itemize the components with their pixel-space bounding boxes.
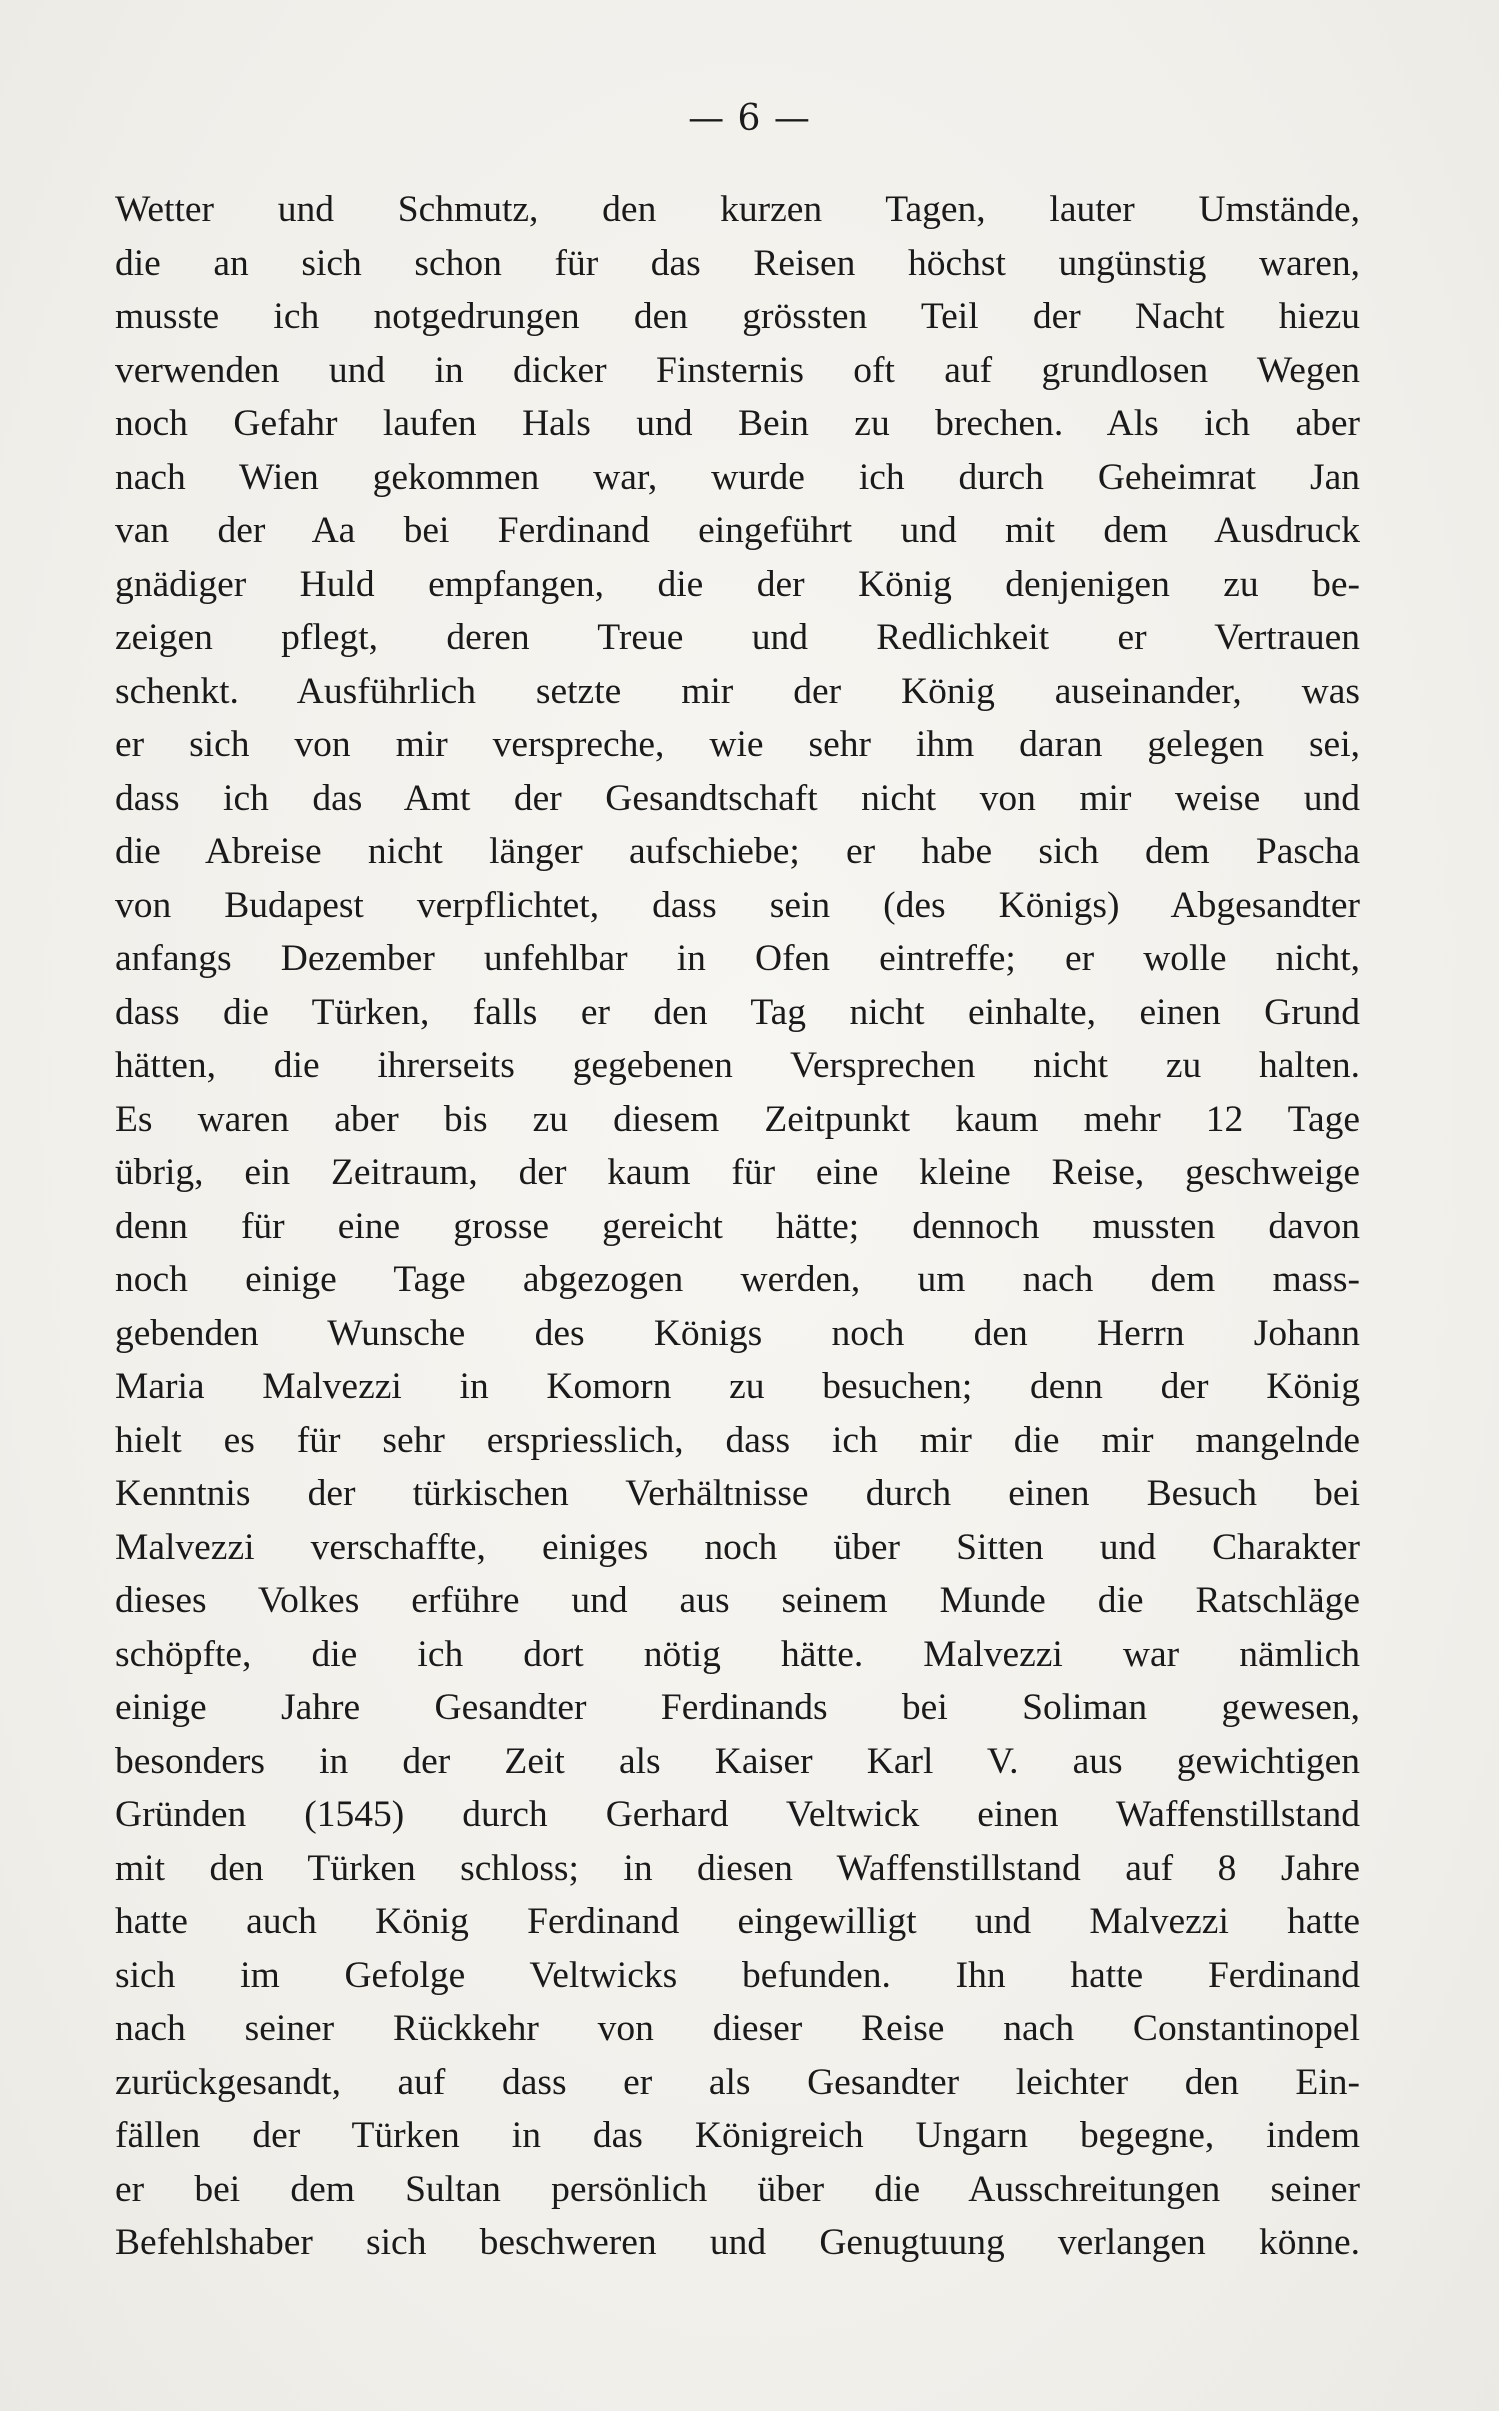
text-line: schöpfte, die ich dort nötig hätte. Malvezzi war nämlich [115,1633,1360,1675]
text-line: dass ich das Amt der Gesandtschaft nicht von mir weise und [115,777,1360,819]
text-line: besonders in der Zeit als Kaiser Karl V. aus gewichtigen [115,1740,1360,1782]
text-line: die an sich schon für das Reisen höchst ungünstig waren, [115,242,1360,284]
text-line: sich im Gefolge Veltwicks befunden. Ihn hatte Ferdinand [115,1954,1360,1996]
text-line: hielt es für sehr erspriesslich, dass ich mir die mir mangelnde [115,1419,1360,1461]
text-line: Es waren aber bis zu diesem Zeitpunkt kaum mehr 12 Tage [115,1098,1360,1140]
text-line: er bei dem Sultan persönlich über die Ausschreitungen seiner [115,2168,1360,2210]
text-line: anfangs Dezember unfehlbar in Ofen eintreffe; er wolle nicht, [115,938,1360,979]
text-line: fällen der Türken in das Königreich Ungarn begegne, indem [115,2115,1360,2156]
text-line: er sich von mir verspreche, wie sehr ihm daran gelegen sei, [115,724,1360,765]
text-line: gebenden Wunsche des Königs noch den Herrn Johann [115,1312,1360,1354]
text-line: schenkt. Ausführlich setzte mir der König auseinander, was [115,670,1360,712]
text-line: die Abreise nicht länger aufschiebe; er habe sich dem Pascha [115,831,1360,872]
text-line: hatte auch König Ferdinand eingewilligt und Malvezzi hatte [115,1901,1360,1942]
text-line: denn für eine grosse gereicht hätte; dennoch mussten davon [115,1205,1360,1247]
text-line: noch Gefahr laufen Hals und Bein zu brechen. Als ich aber [115,403,1360,444]
page-number: — 6 — [688,98,811,139]
text-line: einige Jahre Gesandter Ferdinands bei Soliman gewesen, [115,1687,1360,1728]
text-line: mit den Türken schloss; in diesen Waffenstillstand auf 8 Jahre [115,1847,1360,1889]
text-line: Kenntnis der türkischen Verhältnisse durch einen Besuch bei [115,1473,1360,1514]
text-line: Wetter und Schmutz, den kurzen Tagen, lauter Umstände, [115,189,1360,230]
text-line: zurückgesandt, auf dass er als Gesandter leichter den Ein- [115,2061,1360,2103]
text-line: dieses Volkes erführe und aus seinem Munde die Ratschläge [115,1580,1360,1621]
text-line: nach seiner Rückkehr von dieser Reise nach Constantinopel [115,2008,1360,2049]
text-line: hätten, die ihrerseits gegebenen Versprechen nicht zu halten. [115,1045,1360,1086]
text-line: von Budapest verpflichtet, dass sein (des Königs) Abgesandter [115,884,1360,926]
text-line: zeigen pflegt, deren Treue und Redlichkeit er Vertrauen [115,617,1360,658]
text-line: verwenden und in dicker Finsternis oft auf grundlosen Wegen [115,349,1360,391]
text-line: Maria Malvezzi in Komorn zu besuchen; denn der König [115,1366,1360,1407]
text-line: noch einige Tage abgezogen werden, um nach dem mass- [115,1259,1360,1300]
text-line: musste ich notgedrungen den grössten Teil der Nacht hiezu [115,296,1360,337]
text-line: gnädiger Huld empfangen, die der König denjenigen zu be- [115,563,1360,605]
text-line: Gründen (1545) durch Gerhard Veltwick einen Waffenstillstand [115,1794,1360,1835]
text-line: nach Wien gekommen war, wurde ich durch Geheimrat Jan [115,456,1360,498]
body-text [115,183,1360,2270]
text-line: Malvezzi verschaffte, einiges noch über Sitten und Charakter [115,1526,1360,1568]
text-line: übrig, ein Zeitraum, der kaum für eine kleine Reise, geschweige [115,1152,1360,1193]
text-line: Befehlshaber sich beschweren und Genugtuung verlangen könne. [115,2222,1360,2263]
text-line: van der Aa bei Ferdinand eingeführt und mit dem Ausdruck [115,510,1360,551]
text-line: dass die Türken, falls er den Tag nicht einhalte, einen Grund [115,991,1360,1033]
